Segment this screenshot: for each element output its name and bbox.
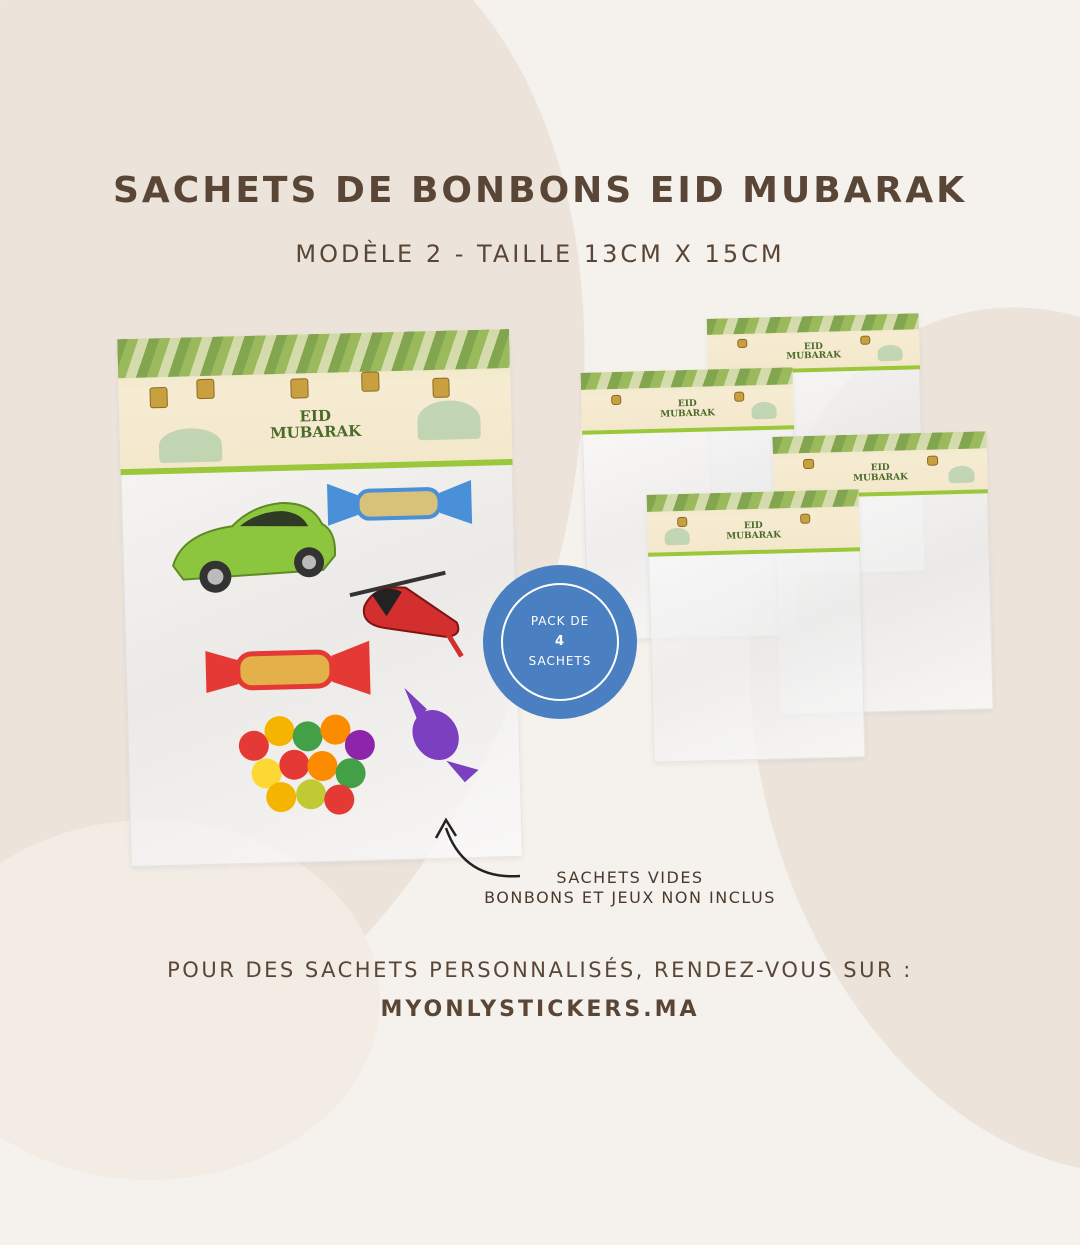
lantern-icon: [737, 339, 748, 349]
mosque-icon: [949, 465, 975, 483]
bag-topper: [581, 367, 795, 435]
eid-mubarak-label: EID MUBARAK: [660, 398, 716, 420]
gummy-candies-icon: [238, 714, 377, 818]
leaves-decoration: [581, 367, 793, 390]
small-candy-bag: [647, 489, 866, 762]
eid-mubarak-label: EID MUBARAK: [269, 407, 362, 443]
bag-topper: [647, 489, 861, 557]
eid-mubarak-label: EID MUBARAK: [786, 341, 842, 363]
page-title: SACHETS DE BONBONS EID MUBARAK: [113, 170, 967, 211]
leaves-decoration: [707, 313, 919, 334]
lantern-icon: [734, 392, 745, 402]
lantern-icon: [677, 517, 688, 527]
blue-wrapped-candy-icon: [327, 480, 472, 528]
green-toy-car-icon: [172, 502, 336, 594]
bag-topper: [707, 313, 920, 375]
lantern-icon: [860, 335, 871, 345]
mosque-icon: [751, 401, 777, 419]
lantern-icon: [800, 514, 811, 524]
lantern-icon: [803, 459, 814, 469]
footer-cta: POUR DES SACHETS PERSONNALISÉS, RENDEZ-VOUS SUR :: [167, 958, 913, 982]
page-subtitle: MODÈLE 2 - TAILLE 13CM X 15CM: [295, 240, 785, 268]
purple-wrapped-candy-icon: [402, 686, 479, 784]
lantern-icon: [927, 456, 938, 466]
mosque-icon: [877, 345, 903, 361]
bag-contents: [117, 329, 523, 867]
website-link[interactable]: MYONLYSTICKERS.MA: [380, 997, 700, 1022]
eid-mubarak-label: EID MUBARAK: [726, 520, 782, 542]
red-wrapped-candy-icon: [205, 641, 370, 699]
mosque-icon: [664, 527, 690, 545]
eid-mubarak-label: EID MUBARAK: [853, 462, 908, 484]
contents-note: SACHETS VIDES BONBONS ET JEUX NON INCLUS: [484, 868, 776, 907]
pack-badge-label: PACK DE 4 SACHETS: [501, 583, 619, 701]
lantern-icon: [611, 395, 622, 405]
main-candy-bag: [117, 329, 523, 867]
pack-badge: [488, 570, 632, 714]
bag-topper: [772, 431, 988, 499]
